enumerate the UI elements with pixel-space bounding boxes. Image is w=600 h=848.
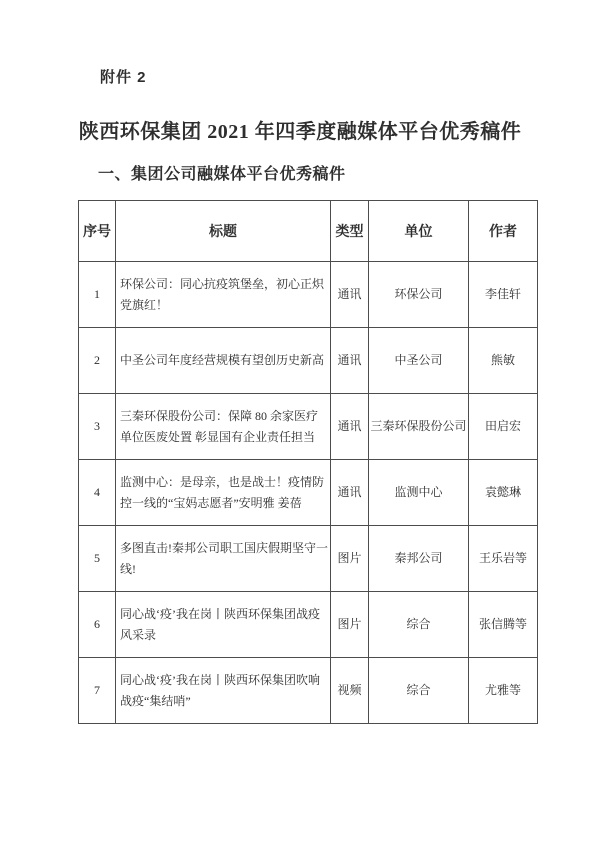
row-number: 4 (79, 460, 116, 526)
table-header-row (79, 201, 538, 262)
articles-table (78, 200, 538, 724)
article-unit: 三秦环保股份公司 (369, 394, 469, 460)
article-type: 图片 (331, 592, 369, 658)
article-author: 张信腾等 (469, 592, 538, 658)
table-row (79, 658, 538, 724)
article-author: 熊敏 (469, 328, 538, 394)
article-unit: 综合 (369, 658, 469, 724)
article-author: 袁懿琳 (469, 460, 538, 526)
article-title: 多图直击!秦邦公司职工国庆假期坚守一线! (116, 526, 331, 592)
row-number: 5 (79, 526, 116, 592)
article-type: 通讯 (331, 328, 369, 394)
article-author: 李佳轩 (469, 262, 538, 328)
table-row (79, 394, 538, 460)
articles-table-container (78, 200, 538, 724)
article-unit: 综合 (369, 592, 469, 658)
article-title: 中圣公司年度经营规模有望创历史新高 (116, 328, 331, 394)
row-number: 1 (79, 262, 116, 328)
article-title: 监测中心：是母亲，也是战士！疫情防控一线的“宝妈志愿者”安明雅 姜蓓 (116, 460, 331, 526)
column-header-unit: 单位 (369, 201, 469, 262)
article-type: 图片 (331, 526, 369, 592)
column-header-title: 标题 (116, 201, 331, 262)
article-title: 环保公司：同心抗疫筑堡垒，初心正炽党旗红！ (116, 262, 331, 328)
table-row (79, 328, 538, 394)
row-number: 7 (79, 658, 116, 724)
article-type: 视频 (331, 658, 369, 724)
article-unit: 监测中心 (369, 460, 469, 526)
row-number: 3 (79, 394, 116, 460)
article-unit: 环保公司 (369, 262, 469, 328)
section-heading: 一、集团公司融媒体平台优秀稿件 (98, 166, 346, 183)
article-title: 同心战‘疫’我在岗丨陕西环保集团吹响战疫“集结哨” (116, 658, 331, 724)
article-type: 通讯 (331, 394, 369, 460)
column-header-number: 序号 (79, 201, 116, 262)
article-title: 同心战‘疫’我在岗丨陕西环保集团战疫风采录 (116, 592, 331, 658)
article-unit: 秦邦公司 (369, 526, 469, 592)
table-row (79, 262, 538, 328)
table-row (79, 592, 538, 658)
article-author: 尤雅等 (469, 658, 538, 724)
article-unit: 中圣公司 (369, 328, 469, 394)
column-header-author: 作者 (469, 201, 538, 262)
attachment-label: 附件 2 (100, 69, 147, 86)
table-row (79, 526, 538, 592)
table-row (79, 460, 538, 526)
column-header-type: 类型 (331, 201, 369, 262)
article-title: 三秦环保股份公司：保障 80 余家医疗单位医废处置 彰显国有企业责任担当 (116, 394, 331, 460)
row-number: 2 (79, 328, 116, 394)
document-title: 陕西环保集团 2021 年四季度融媒体平台优秀稿件 (78, 121, 522, 143)
article-type: 通讯 (331, 460, 369, 526)
article-type: 通讯 (331, 262, 369, 328)
row-number: 6 (79, 592, 116, 658)
article-author: 王乐岩等 (469, 526, 538, 592)
article-author: 田启宏 (469, 394, 538, 460)
